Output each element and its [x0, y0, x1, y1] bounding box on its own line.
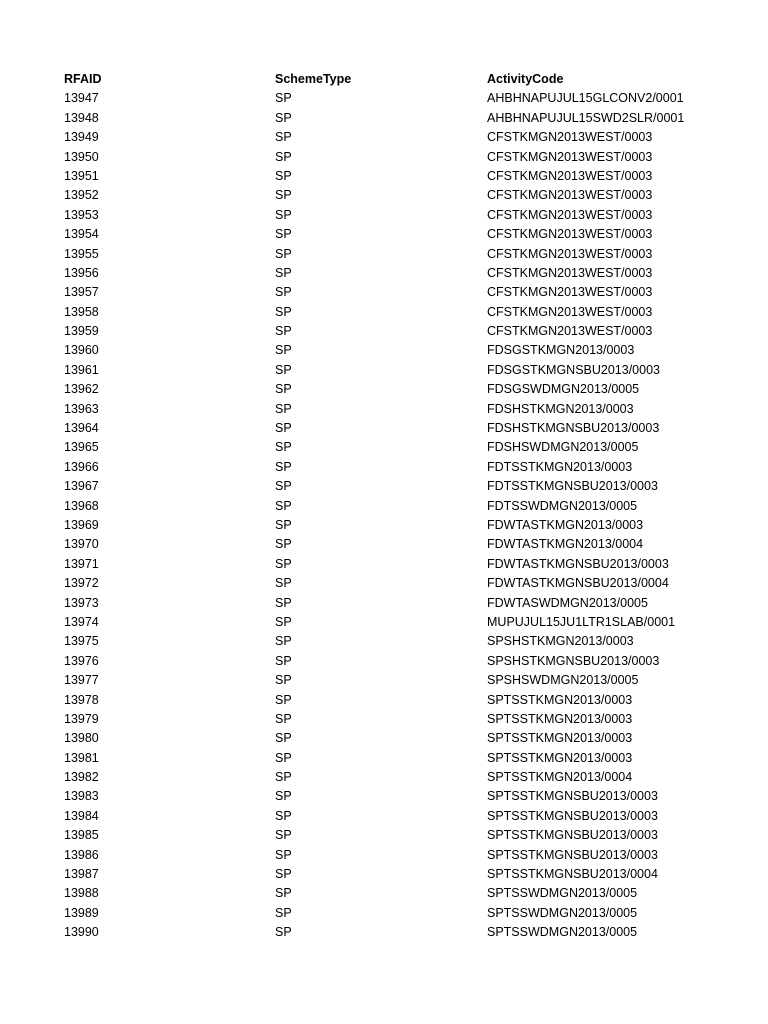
cell-activitycode: CFSTKMGN2013WEST/0003 — [487, 168, 653, 183]
cell-schemetype: SP — [275, 343, 292, 358]
cell-activitycode: FDTSSTKMGN2013/0003 — [487, 459, 633, 474]
cell-activitycode: CFSTKMGN2013WEST/0003 — [487, 285, 653, 300]
cell-schemetype: SP — [275, 285, 292, 300]
cell-schemetype: SP — [275, 130, 292, 145]
cell-schemetype: SP — [275, 362, 292, 377]
cell-rfaid: 13987 — [64, 867, 99, 882]
table-row — [0, 225, 768, 244]
cell-rfaid: 13956 — [64, 265, 99, 280]
cell-activitycode: MUPUJUL15JU1LTR1SLAB/0001 — [487, 614, 676, 629]
cell-rfaid: 13949 — [64, 130, 99, 145]
cell-schemetype: SP — [275, 188, 292, 203]
cell-schemetype: SP — [275, 847, 292, 862]
table-row — [0, 206, 768, 225]
cell-rfaid: 13959 — [64, 324, 99, 339]
table-row — [0, 729, 768, 748]
table-row — [0, 632, 768, 651]
table-row — [0, 535, 768, 554]
cell-rfaid: 13947 — [64, 91, 99, 106]
cell-schemetype: SP — [275, 867, 292, 882]
table-row — [0, 497, 768, 516]
cell-rfaid: 13970 — [64, 537, 99, 552]
table-row — [0, 341, 768, 360]
table-row — [0, 555, 768, 574]
column-header-schemetype: SchemeType — [275, 72, 352, 86]
table-row — [0, 89, 768, 108]
cell-activitycode: CFSTKMGN2013WEST/0003 — [487, 304, 653, 319]
table-row — [0, 768, 768, 787]
cell-activitycode: CFSTKMGN2013WEST/0003 — [487, 207, 653, 222]
cell-activitycode: SPTSSTKMGNSBU2013/0003 — [487, 789, 658, 804]
cell-activitycode: FDSGSTKMGNSBU2013/0003 — [487, 362, 660, 377]
table-row — [0, 109, 768, 128]
table-row — [0, 380, 768, 399]
table-row — [0, 419, 768, 438]
table-row — [0, 148, 768, 167]
cell-rfaid: 13984 — [64, 808, 99, 823]
table-row — [0, 458, 768, 477]
table-row — [0, 516, 768, 535]
cell-schemetype: SP — [275, 711, 292, 726]
cell-rfaid: 13982 — [64, 770, 99, 785]
cell-schemetype: SP — [275, 324, 292, 339]
table-row — [0, 245, 768, 264]
cell-schemetype: SP — [275, 459, 292, 474]
cell-schemetype: SP — [275, 265, 292, 280]
cell-schemetype: SP — [275, 808, 292, 823]
cell-activitycode: AHBHNAPUJUL15SWD2SLR/0001 — [487, 110, 685, 125]
cell-activitycode: SPTSSWDMGN2013/0005 — [487, 905, 638, 920]
table-row — [0, 691, 768, 710]
cell-rfaid: 13971 — [64, 556, 99, 571]
table-row — [0, 400, 768, 419]
table-row — [0, 283, 768, 302]
cell-rfaid: 13952 — [64, 188, 99, 203]
table-row — [0, 167, 768, 186]
cell-schemetype: SP — [275, 479, 292, 494]
cell-schemetype: SP — [275, 731, 292, 746]
cell-activitycode: SPSHSTKMGNSBU2013/0003 — [487, 653, 660, 668]
cell-activitycode: FDSHSTKMGN2013/0003 — [487, 401, 634, 416]
cell-activitycode: AHBHNAPUJUL15GLCONV2/0001 — [487, 91, 684, 106]
cell-activitycode: SPTSSTKMGNSBU2013/0003 — [487, 828, 658, 843]
cell-schemetype: SP — [275, 750, 292, 765]
cell-activitycode: SPTSSTKMGN2013/0004 — [487, 770, 633, 785]
data-table — [0, 70, 768, 943]
table-row — [0, 826, 768, 845]
cell-rfaid: 13986 — [64, 847, 99, 862]
cell-rfaid: 13953 — [64, 207, 99, 222]
cell-activitycode: SPTSSWDMGN2013/0005 — [487, 925, 638, 940]
cell-activitycode: FDWTASWDMGN2013/0005 — [487, 595, 648, 610]
cell-activitycode: CFSTKMGN2013WEST/0003 — [487, 227, 653, 242]
cell-schemetype: SP — [275, 886, 292, 901]
table-row — [0, 322, 768, 341]
cell-schemetype: SP — [275, 634, 292, 649]
cell-schemetype: SP — [275, 110, 292, 125]
cell-activitycode: FDTSSWDMGN2013/0005 — [487, 498, 638, 513]
cell-rfaid: 13954 — [64, 227, 99, 242]
cell-activitycode: FDWTASTKMGNSBU2013/0004 — [487, 576, 669, 591]
cell-rfaid: 13980 — [64, 731, 99, 746]
table-row — [0, 186, 768, 205]
cell-schemetype: SP — [275, 537, 292, 552]
cell-activitycode: SPTSSWDMGN2013/0005 — [487, 886, 638, 901]
cell-schemetype: SP — [275, 246, 292, 261]
cell-activitycode: SPTSSTKMGNSBU2013/0003 — [487, 808, 658, 823]
cell-schemetype: SP — [275, 595, 292, 610]
cell-rfaid: 13950 — [64, 149, 99, 164]
cell-schemetype: SP — [275, 227, 292, 242]
cell-rfaid: 13951 — [64, 168, 99, 183]
column-header-rfaid: RFAID — [64, 72, 102, 86]
table-header-row — [0, 70, 768, 89]
cell-rfaid: 13988 — [64, 886, 99, 901]
cell-rfaid: 13968 — [64, 498, 99, 513]
cell-schemetype: SP — [275, 828, 292, 843]
cell-schemetype: SP — [275, 789, 292, 804]
cell-activitycode: FDSHSTKMGNSBU2013/0003 — [487, 421, 660, 436]
cell-activitycode: CFSTKMGN2013WEST/0003 — [487, 265, 653, 280]
cell-rfaid: 13967 — [64, 479, 99, 494]
cell-rfaid: 13975 — [64, 634, 99, 649]
cell-rfaid: 13955 — [64, 246, 99, 261]
table-row — [0, 787, 768, 806]
table-row — [0, 710, 768, 729]
table-row — [0, 652, 768, 671]
cell-rfaid: 13969 — [64, 517, 99, 532]
cell-schemetype: SP — [275, 614, 292, 629]
cell-schemetype: SP — [275, 653, 292, 668]
cell-schemetype: SP — [275, 770, 292, 785]
cell-schemetype: SP — [275, 304, 292, 319]
table-row — [0, 574, 768, 593]
table-row — [0, 594, 768, 613]
cell-schemetype: SP — [275, 498, 292, 513]
table-row — [0, 807, 768, 826]
table-row — [0, 923, 768, 942]
cell-schemetype: SP — [275, 401, 292, 416]
cell-schemetype: SP — [275, 905, 292, 920]
cell-rfaid: 13964 — [64, 421, 99, 436]
cell-schemetype: SP — [275, 207, 292, 222]
cell-activitycode: SPTSSTKMGNSBU2013/0004 — [487, 867, 658, 882]
cell-rfaid: 13960 — [64, 343, 99, 358]
cell-schemetype: SP — [275, 673, 292, 688]
cell-rfaid: 13989 — [64, 905, 99, 920]
cell-rfaid: 13972 — [64, 576, 99, 591]
table-row — [0, 613, 768, 632]
cell-activitycode: FDWTASTKMGN2013/0003 — [487, 517, 644, 532]
cell-schemetype: SP — [275, 149, 292, 164]
cell-activitycode: FDSGSTKMGN2013/0003 — [487, 343, 635, 358]
cell-rfaid: 13973 — [64, 595, 99, 610]
column-header-activitycode: ActivityCode — [487, 72, 564, 86]
cell-activitycode: SPTSSTKMGNSBU2013/0003 — [487, 847, 658, 862]
cell-schemetype: SP — [275, 168, 292, 183]
table-row — [0, 303, 768, 322]
cell-activitycode: CFSTKMGN2013WEST/0003 — [487, 324, 653, 339]
cell-rfaid: 13965 — [64, 440, 99, 455]
cell-rfaid: 13985 — [64, 828, 99, 843]
cell-rfaid: 13983 — [64, 789, 99, 804]
cell-schemetype: SP — [275, 925, 292, 940]
table-row — [0, 438, 768, 457]
cell-rfaid: 13990 — [64, 925, 99, 940]
table-row — [0, 477, 768, 496]
cell-rfaid: 13981 — [64, 750, 99, 765]
table-row — [0, 361, 768, 380]
cell-schemetype: SP — [275, 517, 292, 532]
cell-rfaid: 13974 — [64, 614, 99, 629]
cell-rfaid: 13978 — [64, 692, 99, 707]
cell-activitycode: CFSTKMGN2013WEST/0003 — [487, 130, 653, 145]
cell-rfaid: 13979 — [64, 711, 99, 726]
cell-activitycode: FDTSSTKMGNSBU2013/0003 — [487, 479, 658, 494]
cell-schemetype: SP — [275, 421, 292, 436]
table-row — [0, 671, 768, 690]
cell-activitycode: SPTSSTKMGN2013/0003 — [487, 731, 633, 746]
table-row — [0, 884, 768, 903]
cell-rfaid: 13963 — [64, 401, 99, 416]
cell-rfaid: 13958 — [64, 304, 99, 319]
table-row — [0, 846, 768, 865]
cell-rfaid: 13977 — [64, 673, 99, 688]
cell-rfaid: 13957 — [64, 285, 99, 300]
table-row — [0, 865, 768, 884]
table-row — [0, 904, 768, 923]
cell-rfaid: 13948 — [64, 110, 99, 125]
table-row — [0, 128, 768, 147]
cell-activitycode: SPSHSTKMGN2013/0003 — [487, 634, 634, 649]
cell-rfaid: 13976 — [64, 653, 99, 668]
cell-activitycode: SPSHSWDMGN2013/0005 — [487, 673, 639, 688]
cell-schemetype: SP — [275, 692, 292, 707]
cell-activitycode: CFSTKMGN2013WEST/0003 — [487, 188, 653, 203]
cell-rfaid: 13962 — [64, 382, 99, 397]
cell-schemetype: SP — [275, 576, 292, 591]
cell-activitycode: FDWTASTKMGNSBU2013/0003 — [487, 556, 669, 571]
cell-schemetype: SP — [275, 556, 292, 571]
cell-activitycode: SPTSSTKMGN2013/0003 — [487, 692, 633, 707]
cell-activitycode: FDWTASTKMGN2013/0004 — [487, 537, 644, 552]
cell-activitycode: FDSGSWDMGN2013/0005 — [487, 382, 640, 397]
table-row — [0, 264, 768, 283]
cell-activitycode: FDSHSWDMGN2013/0005 — [487, 440, 639, 455]
cell-activitycode: CFSTKMGN2013WEST/0003 — [487, 149, 653, 164]
table-body — [0, 89, 768, 942]
cell-schemetype: SP — [275, 91, 292, 106]
cell-rfaid: 13961 — [64, 362, 99, 377]
cell-activitycode: SPTSSTKMGN2013/0003 — [487, 711, 633, 726]
table-row — [0, 749, 768, 768]
cell-schemetype: SP — [275, 382, 292, 397]
cell-schemetype: SP — [275, 440, 292, 455]
cell-activitycode: SPTSSTKMGN2013/0003 — [487, 750, 633, 765]
cell-activitycode: CFSTKMGN2013WEST/0003 — [487, 246, 653, 261]
cell-rfaid: 13966 — [64, 459, 99, 474]
